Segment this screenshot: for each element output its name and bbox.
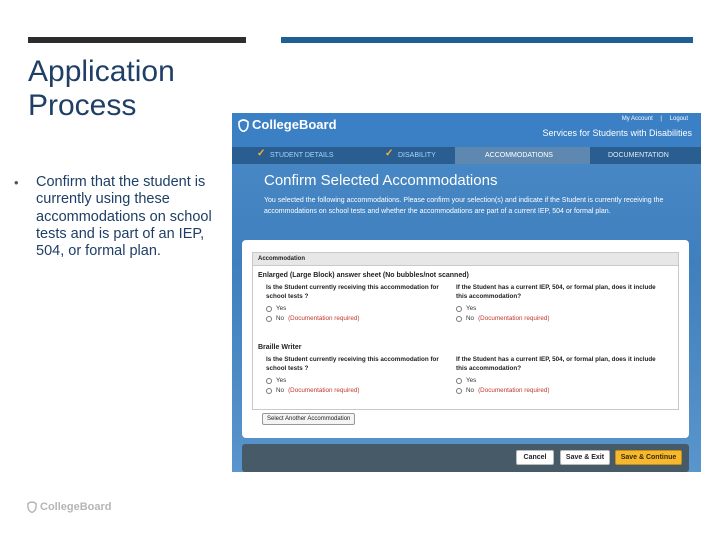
- step-label: ACCOMMODATIONS: [485, 152, 553, 159]
- question-text: Is the Student currently receiving this accommodation for school tests ?: [266, 356, 439, 372]
- documentation-required-note: (Documentation required): [478, 315, 550, 322]
- footer-logo: [27, 500, 112, 513]
- step-disability[interactable]: [360, 147, 455, 164]
- radio-button[interactable]: [456, 388, 462, 394]
- account-links: [619, 116, 691, 122]
- option-label: No: [466, 387, 475, 394]
- select-another-accommodation-button[interactable]: Select Another Accommodation: [262, 413, 355, 425]
- intro-text: You selected the following accommodations. Please confirm your selection(s) and indicate if the Student is currently receiving the accommodations on school tests and whether the accommodations are part of a current IEP, 504 or formal plan.: [264, 197, 664, 215]
- page-title: Confirm Selected Accommodations: [264, 172, 498, 189]
- option-label: No: [466, 315, 475, 322]
- question-plan-includes: [456, 283, 666, 323]
- collegeboard-logo[interactable]: [238, 117, 337, 132]
- radio-button[interactable]: [456, 306, 462, 312]
- footer-logo-text: CollegeBoard: [40, 500, 112, 513]
- step-label: DISABILITY: [398, 152, 436, 159]
- logo-text: CollegeBoard: [252, 117, 337, 132]
- accommodation-name: Braille Writer: [258, 344, 302, 351]
- slide-title: Application Process: [28, 55, 175, 122]
- app-header: [232, 113, 701, 147]
- option-yes[interactable]: [266, 304, 456, 313]
- option-no[interactable]: [266, 386, 456, 395]
- bullet-item: [14, 174, 224, 260]
- save-continue-button[interactable]: Save & Continue: [615, 450, 682, 465]
- option-label: No: [276, 315, 285, 322]
- option-no[interactable]: [456, 386, 666, 395]
- option-no[interactable]: [266, 314, 456, 323]
- save-exit-button[interactable]: Save & Exit: [560, 450, 610, 465]
- option-label: Yes: [466, 377, 477, 384]
- option-yes[interactable]: [456, 304, 666, 313]
- link-separator: |: [660, 116, 662, 122]
- step-label: STUDENT DETAILS: [270, 152, 334, 159]
- option-yes[interactable]: [456, 376, 666, 385]
- question-plan-includes: [456, 355, 666, 395]
- service-title: Services for Students with Disabilities: [542, 128, 692, 138]
- radio-button[interactable]: [456, 316, 462, 322]
- documentation-required-note: (Documentation required): [288, 387, 360, 394]
- logout-link[interactable]: Logout: [669, 116, 688, 122]
- radio-button[interactable]: [266, 378, 272, 384]
- progress-steps: [232, 147, 701, 164]
- table-header: Accommodation: [253, 253, 678, 266]
- radio-button[interactable]: [266, 388, 272, 394]
- option-label: No: [276, 387, 285, 394]
- step-documentation[interactable]: [590, 147, 701, 164]
- step-student-details[interactable]: [232, 147, 360, 164]
- option-label: Yes: [276, 377, 287, 384]
- question-currently-receiving: [266, 283, 456, 323]
- radio-button[interactable]: [456, 378, 462, 384]
- check-icon: ✓: [385, 148, 394, 159]
- question-text: If the Student has a current IEP, 504, or formal plan, does it include this accommodation?: [456, 284, 656, 300]
- title-divider-blue: [281, 37, 693, 43]
- acorn-icon: [238, 118, 249, 132]
- question-text: Is the Student currently receiving this accommodation for school tests ?: [266, 284, 439, 300]
- documentation-required-note: (Documentation required): [478, 387, 550, 394]
- question-text: If the Student has a current IEP, 504, or formal plan, does it include this accommodation?: [456, 356, 656, 372]
- step-accommodations[interactable]: [455, 147, 590, 164]
- option-yes[interactable]: [266, 376, 456, 385]
- check-icon: ✓: [257, 148, 266, 159]
- accommodation-item: [258, 272, 673, 323]
- option-label: Yes: [466, 305, 477, 312]
- acorn-icon: [27, 500, 37, 513]
- radio-button[interactable]: [266, 306, 272, 312]
- option-no[interactable]: [456, 314, 666, 323]
- question-currently-receiving: [266, 355, 456, 395]
- bullet-text: Confirm that the student is currently using these accommodations on school tests and is part of an IEP, 504, or formal plan.: [36, 174, 212, 260]
- cancel-button[interactable]: Cancel: [516, 450, 554, 465]
- step-label: DOCUMENTATION: [608, 152, 669, 159]
- option-label: Yes: [276, 305, 287, 312]
- accommodation-item: [258, 344, 673, 395]
- accommodation-table: [252, 252, 679, 410]
- bullet-marker: •: [14, 175, 19, 190]
- my-account-link[interactable]: My Account: [621, 116, 653, 122]
- radio-button[interactable]: [266, 316, 272, 322]
- accommodation-name: Enlarged (Large Block) answer sheet (No bubbles/not scanned): [258, 272, 469, 279]
- documentation-required-note: (Documentation required): [288, 315, 360, 322]
- app-screenshot: [232, 113, 701, 472]
- title-divider-dark: [28, 37, 246, 43]
